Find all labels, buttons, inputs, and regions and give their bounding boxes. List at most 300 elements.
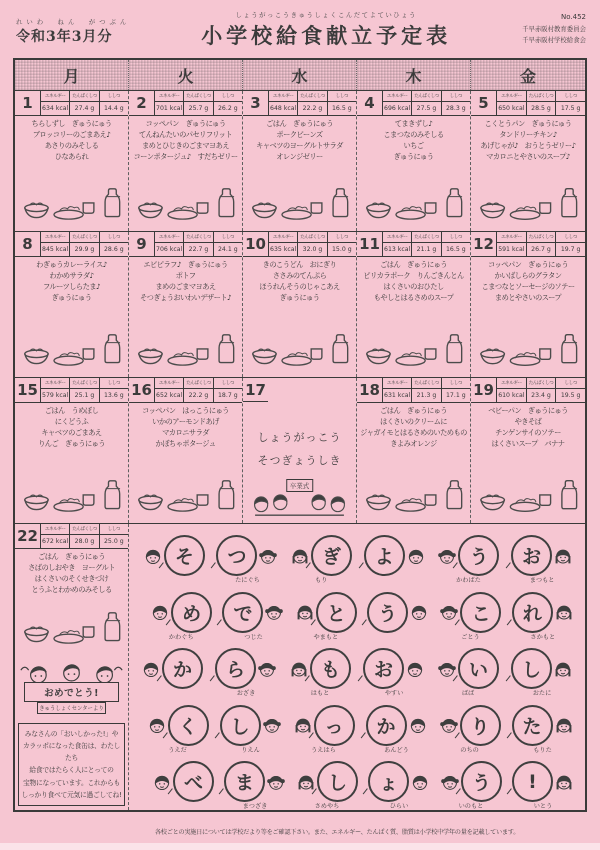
child-name: いのもと xyxy=(458,803,484,810)
nutrition-header: たんぱくしつ xyxy=(184,378,212,389)
bubble-letter: っ xyxy=(324,715,344,738)
bubble-letter: で xyxy=(233,602,253,625)
nutrition-value-fat: 19.5 g xyxy=(560,392,581,399)
date-number: 22 xyxy=(17,527,38,545)
nutrition-table xyxy=(268,91,356,115)
child-name: かわばた xyxy=(456,577,481,584)
nutrition-col xyxy=(496,378,526,402)
nutrition-col xyxy=(382,378,411,402)
nutrition-header: ししつ xyxy=(214,91,242,102)
menu-item: コーンポタージュ♪ すだちゼリー xyxy=(133,151,238,161)
bubble-letter: お xyxy=(373,659,393,681)
child-name: やまもと xyxy=(313,633,339,641)
nutrition-value-protein: 28.0 g xyxy=(74,538,95,545)
bubble-letter: し xyxy=(230,715,250,738)
child-face-doodle xyxy=(554,771,574,793)
nutrition-header: ししつ xyxy=(214,232,242,243)
nutrition-table xyxy=(496,378,585,402)
menu-item: ぎゅうにゅう xyxy=(393,151,434,161)
menu-item: てんねんたいのパセリフリット xyxy=(138,129,233,139)
menu-item: マカロニサラダ xyxy=(162,427,209,437)
nutrition-col xyxy=(526,232,556,256)
nutrition-table xyxy=(154,378,242,402)
nutrition-value-fat: 15.0 g xyxy=(331,246,352,253)
nutrition-col xyxy=(555,232,585,256)
letter-bubble xyxy=(215,648,256,689)
nutrition-value-energy: 652 kcal xyxy=(156,392,183,399)
nutrition-col xyxy=(69,91,98,115)
child-name: かわぐち xyxy=(168,633,194,641)
bubble-letter: ぎ xyxy=(322,546,342,568)
message-line: しっかり食べて元気に過ごしてね! xyxy=(21,790,122,799)
collage-item xyxy=(363,761,435,810)
nutrition-col xyxy=(99,378,128,402)
child-name: もりた xyxy=(533,746,552,754)
menu-item: もやしとはるさめのスープ xyxy=(373,292,454,302)
left-column xyxy=(15,524,129,810)
nutrition-col xyxy=(154,91,183,115)
nutrition-col xyxy=(213,91,242,115)
child-name: おざき xyxy=(236,690,256,697)
nutrition-header: エネルギー xyxy=(497,232,526,243)
meal-illustration xyxy=(131,320,240,376)
letter-bubble xyxy=(168,705,209,746)
child-face-doodle xyxy=(439,601,459,623)
meal-illustration xyxy=(245,320,354,376)
nutrition-col xyxy=(327,232,356,256)
nutrition-header: たんぱくしつ xyxy=(412,91,440,102)
date-number: 12 xyxy=(473,235,494,253)
collage-item xyxy=(507,761,579,810)
child-face-doodle xyxy=(437,545,457,567)
nutrition-header: ししつ xyxy=(442,232,470,243)
nutrition-col xyxy=(441,378,470,402)
bubble-letter: れ xyxy=(522,602,542,625)
letter-bubble xyxy=(511,535,552,576)
letter-bubble xyxy=(164,535,205,576)
nutrition-table xyxy=(154,91,242,115)
date-strip xyxy=(129,232,242,257)
menu-item: キャベツのヨーグルトサラダ xyxy=(256,140,343,150)
letter-bubble xyxy=(316,592,357,633)
nutrition-value-protein: 22.7 g xyxy=(188,246,209,253)
menu-item: ごはん ぎゅうにゅう xyxy=(38,552,105,561)
menu-lines xyxy=(357,119,470,163)
meal-illustration xyxy=(359,466,468,522)
nutrition-col xyxy=(411,232,440,256)
child-face-doodle xyxy=(554,601,574,623)
menu-item: にくどうふ xyxy=(54,416,89,426)
calendar-week-row xyxy=(15,378,585,524)
calendar-week-row xyxy=(15,91,585,232)
child-face-doodle xyxy=(437,658,457,680)
menu-item: オレンジゼリー xyxy=(276,151,323,161)
letter-bubble xyxy=(458,535,499,576)
collage-item xyxy=(138,535,210,576)
collage-item xyxy=(506,648,578,697)
bubble-letter: い xyxy=(468,659,488,681)
menu-lines xyxy=(471,260,585,304)
meal-illustration xyxy=(359,320,468,376)
nutrition-header: エネルギー xyxy=(155,91,183,102)
date-strip xyxy=(471,378,585,403)
nutrition-header: ししつ xyxy=(556,91,585,102)
nutrition-header: ししつ xyxy=(328,232,356,243)
nutrition-table xyxy=(40,232,128,256)
title-block xyxy=(201,10,451,56)
collage-item xyxy=(432,535,504,584)
menu-item: はくさいスープ バナナ xyxy=(491,438,565,448)
menu-item: ぎゅうにゅう xyxy=(279,292,320,302)
nutrition-col xyxy=(327,91,356,115)
graduation-sign: 卒業式 xyxy=(286,479,314,492)
header xyxy=(16,8,586,56)
menu-lines xyxy=(129,406,242,450)
nutrition-table xyxy=(496,91,585,115)
nutrition-value-energy: 696 kcal xyxy=(384,105,411,112)
child-face-doodle xyxy=(406,545,426,567)
bubble-letter: ! xyxy=(528,770,537,793)
menu-item: りんご ぎゅうにゅう xyxy=(38,438,105,448)
meal-illustration-wrap xyxy=(359,174,468,230)
menu-item: マカロニとやさいのスープ♪ xyxy=(486,151,570,161)
date-strip xyxy=(471,232,585,257)
meal-illustration-wrap xyxy=(245,174,354,230)
nutrition-value-fat: 16.5 g xyxy=(331,105,352,112)
child-name: あんどう xyxy=(384,746,409,754)
date-strip xyxy=(357,232,470,257)
bubble-letter: め xyxy=(182,602,202,625)
menu-item: ちらしずし ぎゅうにゅう xyxy=(31,119,112,128)
meal-illustration-wrap xyxy=(245,320,354,376)
bubble-letter: そ xyxy=(174,546,194,568)
message-line: カラッポになった食缶は、わたしたち xyxy=(22,741,121,763)
bubble-letter: こ xyxy=(471,602,491,625)
menu-item: ほうれんそうのじゃこあえ xyxy=(259,281,340,291)
child-face-doodle xyxy=(410,771,430,793)
date-strip xyxy=(15,524,128,549)
menu-item: ジャガイモとはるさめのいためもの xyxy=(360,427,467,437)
nutrition-col xyxy=(99,524,128,548)
meal-illustration xyxy=(17,320,126,376)
collage-item xyxy=(217,592,289,641)
collage-item xyxy=(210,648,282,697)
meal-illustration-wrap xyxy=(17,591,126,661)
nutrition-table xyxy=(40,378,128,402)
menu-item: こくとうパン ぎゅうにゅう xyxy=(484,119,572,128)
menu-item: わかめサラダ♪ xyxy=(49,270,94,280)
letter-bubble xyxy=(310,648,351,689)
date-strip xyxy=(129,378,242,403)
letter-bubble xyxy=(367,592,408,633)
publisher-block xyxy=(522,12,586,56)
nutrition-col xyxy=(382,91,411,115)
nutrition-col xyxy=(183,91,212,115)
nutrition-col xyxy=(411,91,440,115)
bubble-letter: う xyxy=(471,772,491,794)
bubble-letter: よ xyxy=(374,546,394,568)
menu-item: あげじゃが♪ おうとうゼリー♪ xyxy=(480,140,576,150)
collage-item xyxy=(362,592,434,633)
child-name: もり xyxy=(314,577,328,584)
collage-item xyxy=(219,761,291,810)
date-strip xyxy=(471,91,585,116)
letter-bubble xyxy=(366,705,407,746)
nutrition-col xyxy=(297,232,326,256)
child-face-doodle xyxy=(141,658,161,680)
collage-item xyxy=(434,705,506,754)
date-number: 1 xyxy=(22,94,33,112)
meal-illustration-wrap xyxy=(473,174,583,230)
letter-bubble xyxy=(460,705,501,746)
nutrition-value-fat: 13.6 g xyxy=(103,392,124,399)
child-face-doodle xyxy=(147,714,167,736)
nutrition-col xyxy=(496,91,526,115)
nutrition-table xyxy=(382,91,470,115)
collage-item xyxy=(361,705,433,754)
meal-illustration-wrap xyxy=(17,320,126,376)
menu-day-cell xyxy=(357,232,471,377)
nutrition-header: エネルギー xyxy=(497,378,526,389)
nutrition-header: エネルギー xyxy=(41,524,69,535)
menu-item: ごはん ぎゅうにゅう xyxy=(380,260,447,269)
nutrition-value-protein: 21.1 g xyxy=(416,246,437,253)
page-title: 小学校給食献立予定表 xyxy=(201,23,452,48)
menu-item: ポトフ xyxy=(175,270,196,280)
weekday-header-row xyxy=(15,60,585,91)
menu-lines xyxy=(471,406,585,450)
child-face-doodle xyxy=(553,545,573,567)
nutrition-col xyxy=(268,91,297,115)
menu-item: フルーツしらたま♪ xyxy=(42,281,101,291)
nutrition-header: たんぱくしつ xyxy=(412,232,440,243)
bottom-row xyxy=(15,524,585,810)
nutrition-header: たんぱくしつ xyxy=(70,378,98,389)
letter-bubble xyxy=(311,535,352,576)
menu-day-cell xyxy=(471,378,585,523)
nutrition-col xyxy=(555,91,585,115)
collage-item xyxy=(145,592,217,641)
child-name: のちの xyxy=(460,746,479,754)
nutrition-header: ししつ xyxy=(556,232,585,243)
child-name: さかもと xyxy=(530,633,556,641)
letter-bubble xyxy=(512,705,553,746)
bubble-letter: か xyxy=(172,659,192,681)
nutrition-value-fat: 14.4 g xyxy=(103,105,124,112)
bubble-letter: り xyxy=(470,715,490,738)
bubble-letter: お xyxy=(522,546,542,568)
menu-item: コッペパン ぎゅうにゅう xyxy=(487,260,569,269)
nutrition-value-energy: 650 kcal xyxy=(498,105,525,112)
child-face-doodle xyxy=(408,714,428,736)
meal-illustration-wrap xyxy=(473,466,583,522)
nutrition-header: エネルギー xyxy=(155,378,183,389)
menu-day-cell xyxy=(357,378,471,523)
child-name: まつもと xyxy=(529,577,555,584)
nutrition-value-fat: 16.5 g xyxy=(445,246,466,253)
nutrition-col xyxy=(411,378,440,402)
menu-item: まめとひじきのごまマヨあえ xyxy=(141,140,230,150)
nutrition-value-energy: 635 kcal xyxy=(270,246,297,253)
child-face-doodle xyxy=(409,601,429,623)
nutrition-value-fat: 25.0 g xyxy=(103,538,124,545)
nutrition-table xyxy=(496,232,585,256)
date-strip xyxy=(243,91,356,116)
nutrition-col xyxy=(441,91,470,115)
nutrition-header: たんぱくしつ xyxy=(184,232,212,243)
date-strip xyxy=(15,91,128,116)
calendar-sheet xyxy=(13,58,587,812)
menu-item: エビピラフ♪ ぎゅうにゅう xyxy=(143,260,228,269)
letter-bubble xyxy=(368,761,409,802)
nutrition-col xyxy=(99,232,128,256)
footer-note: 各校ごとの実施日については学校だより等をご確認下さい。また、エネルギー、たんぱく質、脂質は小学校中学年の量を記載しています。 xyxy=(154,829,520,836)
date-number: 15 xyxy=(17,381,38,399)
nutrition-value-energy: 634 kcal xyxy=(42,105,69,112)
nutrition-col xyxy=(154,232,183,256)
nutrition-value-protein: 27.5 g xyxy=(416,105,437,112)
collage-item xyxy=(142,705,214,754)
menu-lines xyxy=(15,119,128,163)
congrats-from: きゅうしょくセンターより xyxy=(37,702,106,714)
nutrition-col xyxy=(69,524,98,548)
nutrition-col xyxy=(213,232,242,256)
letter-bubble xyxy=(364,535,405,576)
nutrition-value-energy: 701 kcal xyxy=(156,105,183,112)
meal-illustration-wrap xyxy=(17,174,126,230)
nutrition-header: ししつ xyxy=(442,378,470,389)
menu-item: いちご xyxy=(403,140,424,150)
graduation-scene xyxy=(247,477,352,521)
menu-day-cell xyxy=(129,91,243,231)
letter-bubble xyxy=(224,761,265,802)
bubble-letter: か xyxy=(376,715,396,738)
child-name: たにぐち xyxy=(235,577,260,584)
nutrition-col xyxy=(555,378,585,402)
nutrition-value-protein: 27.4 g xyxy=(74,105,95,112)
menu-lines xyxy=(471,119,585,163)
menu-lines xyxy=(129,260,242,304)
nutrition-col xyxy=(69,232,98,256)
bubble-letter: し xyxy=(521,659,541,681)
date-strip xyxy=(15,232,128,257)
collage-item xyxy=(285,535,357,584)
letter-bubble xyxy=(363,648,404,689)
graduation-note-line: そつぎょうしき xyxy=(257,454,342,468)
nutrition-header: ししつ xyxy=(100,232,128,243)
menu-item: かぼちゃポタージュ xyxy=(155,438,216,448)
child-face-doodle xyxy=(439,714,459,736)
nutrition-col xyxy=(526,378,556,402)
nutrition-header: たんぱくしつ xyxy=(70,524,98,535)
nutrition-header: エネルギー xyxy=(497,91,526,102)
child-face-doodle xyxy=(258,545,278,567)
menu-day-cell xyxy=(129,378,243,523)
date-number: 18 xyxy=(359,381,380,399)
meal-illustration-wrap xyxy=(131,320,240,376)
nutrition-header: ししつ xyxy=(214,378,242,389)
nutrition-col xyxy=(183,378,212,402)
menu-lines xyxy=(357,406,470,450)
child-name: ごとう xyxy=(461,633,480,641)
day22-cell xyxy=(15,524,128,662)
date-strip xyxy=(243,232,356,257)
date-number: 8 xyxy=(22,235,33,253)
menu-item: わぎゅうカレーライス♪ xyxy=(36,260,107,269)
nutrition-header: ししつ xyxy=(100,378,128,389)
menu-item: コッペパン ぎゅうにゅう xyxy=(145,119,226,128)
message-line: みなさんの「おいしかった!」や xyxy=(24,729,119,738)
congrats-sign: おめでとう! xyxy=(24,682,119,702)
letter-bubble xyxy=(461,761,502,802)
nutrition-value-energy: 672 kcal xyxy=(42,538,69,545)
letter-bubble xyxy=(162,648,203,689)
date-number: 11 xyxy=(359,235,380,253)
bubble-letter: ら xyxy=(225,659,245,681)
menu-item: ベビーパン ぎゅうにゅう xyxy=(488,406,568,415)
menu-item: やきそば xyxy=(514,416,542,426)
menu-day-cell xyxy=(15,524,128,662)
letter-bubble xyxy=(220,705,261,746)
issue-furigana: れいわ ねん がつぶん xyxy=(16,18,131,26)
letter-bubble xyxy=(222,592,263,633)
publisher-line: 千早赤阪村教育委員会 xyxy=(522,24,586,33)
publisher-line: 千早赤阪村学校給食会 xyxy=(522,35,586,44)
nutrition-col xyxy=(382,232,411,256)
meal-illustration xyxy=(359,174,468,230)
meal-illustration xyxy=(473,320,583,376)
letter-bubble xyxy=(511,648,552,689)
collage-item xyxy=(435,761,507,810)
nutrition-col xyxy=(213,378,242,402)
date-number: 3 xyxy=(250,94,261,112)
menu-item: そつぎょうおいわいデザート♪ xyxy=(139,292,232,302)
date-number: 2 xyxy=(136,94,147,112)
child-name: まつざき xyxy=(242,803,268,810)
menu-item: ポークビーンズ xyxy=(276,129,323,139)
nutrition-header: ししつ xyxy=(556,378,585,389)
nutrition-value-energy: 648 kcal xyxy=(270,105,297,112)
meal-illustration-wrap xyxy=(17,466,126,522)
nutrition-header: エネルギー xyxy=(41,91,69,102)
bubble-letter: と xyxy=(326,602,346,625)
menu-day-cell xyxy=(243,91,357,231)
letter-bubble xyxy=(216,535,257,576)
collage-item xyxy=(215,705,287,754)
menu-lines xyxy=(15,406,128,450)
child-face-doodle xyxy=(266,771,286,793)
menu-item: タンドリーチキン♪ xyxy=(499,129,557,139)
nutrition-table xyxy=(154,232,242,256)
nutrition-header: ししつ xyxy=(100,524,128,535)
nutrition-value-protein: 22.2 g xyxy=(188,392,209,399)
calendar-week-row xyxy=(15,232,585,378)
nutrition-header: ししつ xyxy=(442,91,470,102)
nutrition-header: エネルギー xyxy=(269,91,297,102)
nutrition-value-energy: 631 kcal xyxy=(384,392,411,399)
issue-month xyxy=(16,17,130,56)
bubble-letter: く xyxy=(178,715,198,738)
collage-row xyxy=(135,642,579,695)
child-face-doodle xyxy=(289,658,309,680)
date-strip xyxy=(129,91,242,116)
nutrition-value-protein: 32.0 g xyxy=(302,246,323,253)
issue-number: No.452 xyxy=(561,13,586,21)
collage-item xyxy=(359,535,431,576)
nutrition-col xyxy=(526,91,556,115)
nutrition-header: エネルギー xyxy=(383,91,411,102)
collage-row xyxy=(135,529,579,582)
